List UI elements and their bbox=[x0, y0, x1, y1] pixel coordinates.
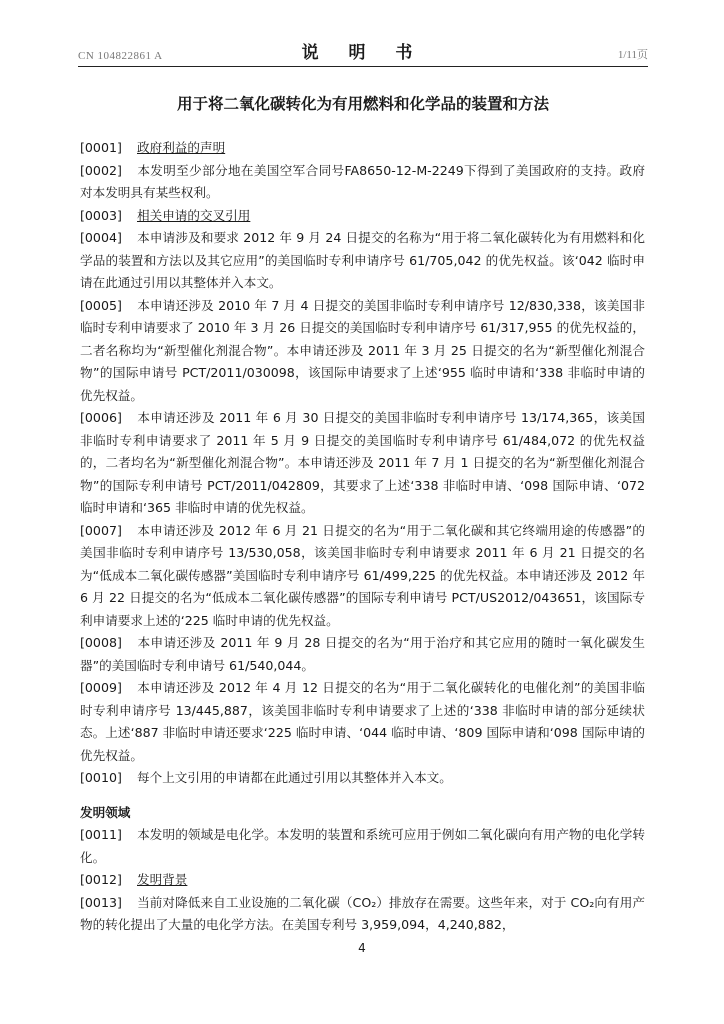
paragraph bbox=[80, 227, 645, 295]
paragraph bbox=[80, 205, 645, 228]
paragraph-text: 本申请还涉及 2011 年 9 月 28 日提交的名为“用于治疗和其它应用的随时一氧化碳发生器”的美国临时专利申请号 61/540,044。 bbox=[80, 635, 645, 673]
paragraph-number: [0009] bbox=[80, 680, 122, 695]
paragraph-text: 本申请还涉及 2011 年 6 月 30 日提交的美国非临时专利申请序号 13/174,365，该美国非临时专利申请要求了 2011 年 5 月 9 日提交的美国临时专利申请序号 61/484,072 的优先权益的，二者均名为“新型催化剂混合物”。本申请还涉及 2011 年 7 月 1 日提交的名为“新型催化剂混合物”的国际专利申请号 PCT/2011/042809，其要求了上述‘338 非临时申请、‘098 国际申请、‘072 临时申请和‘365 非临时申请的优先权益。 bbox=[80, 410, 645, 515]
page-number: 4 bbox=[358, 941, 366, 955]
paragraph bbox=[80, 767, 645, 790]
section-title: 发明领域 bbox=[80, 804, 131, 820]
page-count: 1/11页 bbox=[617, 49, 648, 61]
paragraph-number: [0010] bbox=[80, 770, 122, 785]
paragraph-text: 本申请还涉及 2012 年 6 月 21 日提交的名为“用于二氧化碳和其它终端用途的传感器”的美国非临时专利申请序号 13/530,058，该美国非临时专利申请要求 2011 年 6 月 21 日提交的名为“低成本二氧化碳传感器”美国临时专利申请序号 61/499,225 的优先权益。本申请还涉及 2012 年 6 月 22 日提交的名为“低成本二氧化碳传感器”的国际专利申请号 PCT/US2012/043651，该国际专利申请要求上述的‘225 临时申请的优先权益。 bbox=[80, 522, 645, 628]
paragraph bbox=[80, 520, 645, 633]
paragraph-number: [0007] bbox=[80, 522, 122, 538]
paragraph bbox=[80, 295, 645, 408]
paragraph-number: [0002] bbox=[80, 162, 122, 178]
paragraph bbox=[80, 160, 645, 205]
paragraph-heading: 发明背景 bbox=[137, 872, 188, 887]
paragraph-number: [0006] bbox=[80, 410, 122, 425]
document-type: 说 明 书 bbox=[301, 43, 425, 63]
paragraph bbox=[80, 869, 645, 892]
paragraph-number: [0008] bbox=[80, 635, 122, 650]
paragraph bbox=[80, 892, 645, 937]
paragraph bbox=[80, 137, 645, 160]
paragraph-text: 每个上文引用的申请都在此通过引用以其整体并入本文。 bbox=[137, 770, 452, 785]
paragraph-number: [0001] bbox=[80, 140, 122, 155]
paragraph-heading: 政府利益的声明 bbox=[137, 140, 226, 155]
document-body bbox=[80, 137, 645, 937]
paragraph-number: [0012] bbox=[80, 872, 122, 887]
paragraph-text: 当前对降低来自工业设施的二氧化碳（CO₂）排放存在需要。这些年来，对于 CO₂向有用产物的转化提出了大量的电化学方法。在美国专利号 3,959,094，4,240,882， bbox=[80, 894, 645, 932]
paragraph-heading: 相关申请的交叉引用 bbox=[137, 207, 251, 223]
paragraph bbox=[80, 407, 645, 520]
paragraph-text: 本申请还涉及 2012 年 4 月 12 日提交的名为“用于二氧化碳转化的电催化剂”的美国非临时专利申请序号 13/445,887，该美国非临时专利申请要求了上述的‘338 非临时申请的部分延续状态。上述‘887 非临时申请还要求‘225 临时申请、‘044 临时申请、‘809 国际申请和‘098 国际申请的优先权益。 bbox=[80, 680, 645, 763]
paragraph bbox=[80, 824, 645, 869]
paragraph-text: 本发明的领域是电化学。本发明的装置和系统可应用于例如二氧化碳向有用产物的电化学转化。 bbox=[80, 827, 645, 865]
paragraph-group-1 bbox=[80, 137, 645, 790]
paragraph-number: [0005] bbox=[80, 297, 122, 313]
paragraph-text: 本申请涉及和要求 2012 年 9 月 24 日提交的名称为“用于将二氧化碳转化为有用燃料和化学品的装置和方法以及其它应用”的美国临时专利申请序号 61/705,042 的优先权益。该‘042 临时申请在此通过引用以其整体并入本文。 bbox=[80, 230, 645, 290]
paragraph-text: 本发明至少部分地在美国空军合同号FA8650-12-M-2249下得到了美国政府的支持。政府对本发明具有某些权利。 bbox=[80, 162, 645, 200]
paragraph bbox=[80, 677, 645, 767]
paragraph-group-2 bbox=[80, 824, 645, 937]
paragraph-number: [0003] bbox=[80, 207, 122, 223]
paragraph bbox=[80, 632, 645, 677]
paragraph-number: [0004] bbox=[80, 230, 122, 245]
paragraph-number: [0013] bbox=[80, 894, 122, 910]
paragraph-number: [0011] bbox=[80, 827, 122, 842]
patent-number: CN 104822861 A bbox=[78, 50, 163, 62]
document-title: 用于将二氧化碳转化为有用燃料和化学品的装置和方法 bbox=[176, 95, 549, 113]
paragraph-text: 本申请还涉及 2010 年 7 月 4 日提交的美国非临时专利申请序号 12/830,338，该美国非临时专利申请要求了 2010 年 3 月 26 日提交的美国临时专利申请序号 61/317,955 的优先权益的，二者名称均为“新型催化剂混合物”。本申请还涉及 2011 年 3 月 25 日提交的名为“新型催化剂混合物”的国际申请号 PCT/2011/030098，该国际申请要求了上述‘955 临时申请和‘338 非临时申请的优先权益。 bbox=[80, 297, 645, 403]
page-header bbox=[78, 40, 648, 67]
